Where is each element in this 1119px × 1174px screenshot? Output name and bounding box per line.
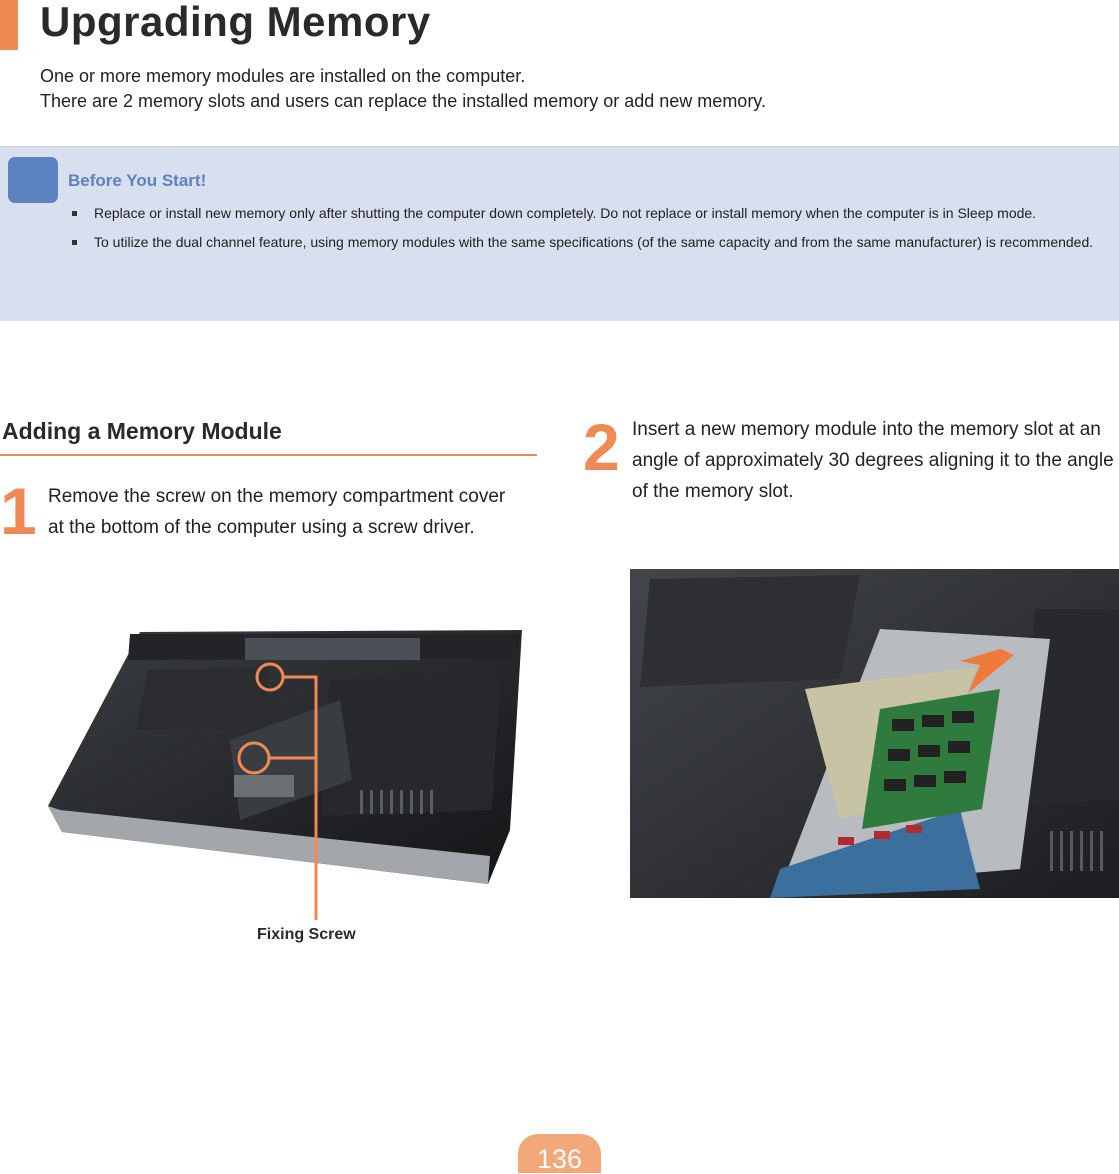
memory-slot-photo — [630, 569, 1119, 898]
note-title: Before You Start! — [68, 171, 207, 190]
laptop-bottom-photo — [40, 620, 540, 920]
note-tab-icon — [8, 157, 58, 203]
page-title: Upgrading Memory — [40, 0, 431, 45]
intro-line-1: One or more memory modules are installed on the computer. — [40, 66, 526, 86]
step-2-number: 2 — [583, 410, 620, 484]
intro-line-2: There are 2 memory slots and users can replace the installed memory or add new memory. — [40, 91, 766, 111]
square-bullet-icon — [72, 240, 77, 245]
step-1-text: Remove the screw on the memory compartment cover at the bottom of the computer using a screw driver. — [48, 486, 506, 538]
square-bullet-icon — [72, 211, 77, 216]
page-number: 136 — [536, 1144, 583, 1174]
before-you-start-box — [0, 146, 1119, 321]
note-item — [70, 203, 1110, 224]
note-list — [70, 203, 1110, 261]
intro-text — [40, 64, 766, 114]
note-item — [70, 232, 1110, 253]
note-item-text: Replace or install new memory only after shutting the computer down completely. Do not replace or install memory when the computer is in Sleep mode. — [94, 205, 1037, 221]
title-accent-bar — [0, 0, 18, 50]
page-number-badge — [518, 1134, 601, 1173]
note-item-text: To utilize the dual channel feature, using memory modules with the same specifications (of the same capacity and from the same manufacturer) is recommended. — [94, 234, 1094, 250]
section-title: Adding a Memory Module — [2, 418, 282, 444]
step-1-number: 1 — [0, 474, 37, 548]
step-2-text: Insert a new memory module into the memory slot at an angle of approximately 30 degrees aligning it to the angle of the memory slot. — [632, 419, 1114, 502]
fixing-screw-label: Fixing Screw — [257, 926, 356, 943]
section-divider — [0, 454, 537, 456]
